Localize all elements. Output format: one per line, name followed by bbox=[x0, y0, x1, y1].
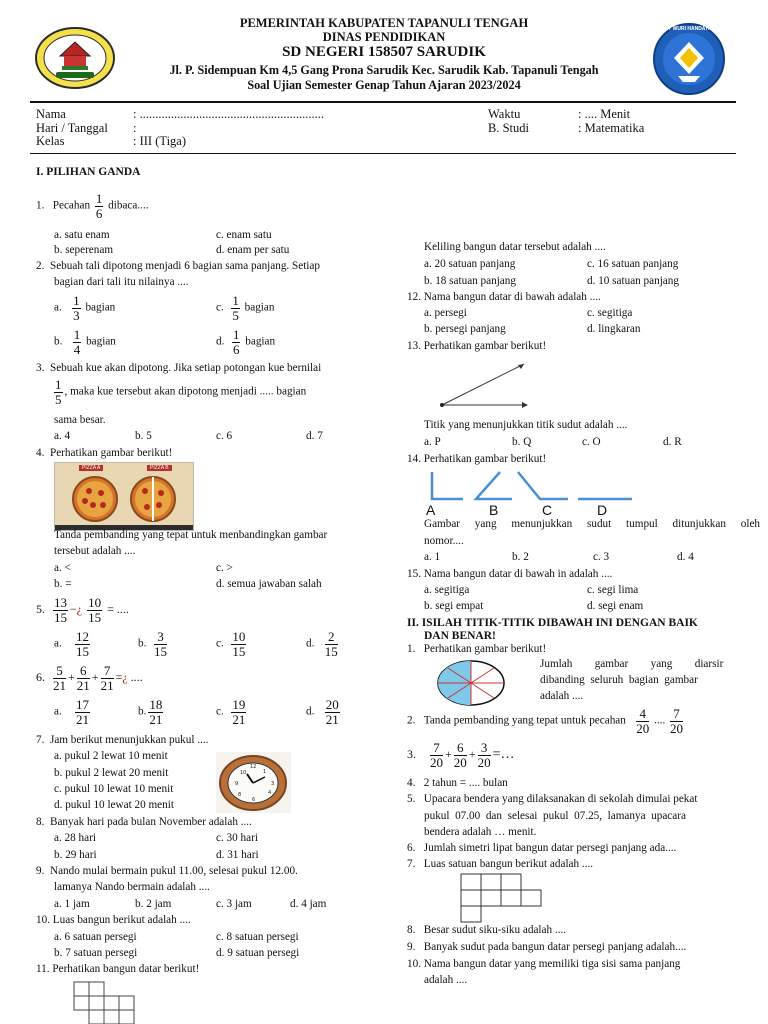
question-5: 5. $\frac{13}{15}$ −¿ $\frac{10}{15}$ = .... bbox=[36, 595, 129, 625]
essay-9: 9. Banyak sudut pada bangun datar persegi panjang adalah.... bbox=[407, 941, 687, 953]
q2-option-c: c. $\frac{1}{5}$ bagian bbox=[216, 293, 275, 323]
q14-option-c: c. 3 bbox=[593, 551, 610, 563]
q5-option-a: a. $\frac{12}{15}$ bbox=[54, 629, 89, 659]
question-3-cont: $\frac{1}{5}$ , maka kue tersebut akan dipotong menjadi ..... bagian bbox=[55, 377, 307, 407]
q10-option-d: d. 9 satuan persegi bbox=[216, 947, 300, 959]
shaded-circle-icon bbox=[436, 659, 506, 707]
question-11: 11. Perhatikan bangun datar berikut! bbox=[36, 963, 200, 975]
header-line-2: DINAS PENDIDIKAN bbox=[322, 30, 446, 44]
q8-option-c: c. 30 hari bbox=[216, 832, 258, 844]
q5-option-d: d. $\frac{2}{15}$ bbox=[306, 629, 338, 659]
q9-option-d: d. 4 jam bbox=[290, 898, 327, 910]
essay-5-cont2: bendera adalah … menit. bbox=[424, 826, 537, 838]
essay-1-text-2: dibanding seluruh bagian gambar bbox=[540, 674, 698, 686]
section-1-title: I. PILIHAN GANDA bbox=[36, 166, 141, 178]
question-4: 4. Perhatikan gambar berikut! bbox=[36, 447, 173, 459]
question-1: 1. Pecahan $\frac{1}{6}$ dibaca.... bbox=[36, 191, 149, 221]
q2-option-d: d. $\frac{1}{6}$ bagian bbox=[216, 327, 276, 357]
q7-option-d: d. pukul 10 lewat 20 menit bbox=[54, 799, 174, 811]
q8-option-b: b. 29 hari bbox=[54, 849, 97, 861]
waktu-value: : .... Menit bbox=[578, 107, 631, 121]
nama-value: : ........................................................... bbox=[133, 107, 324, 121]
kelas-label: Kelas bbox=[36, 134, 65, 148]
q1-option-b: b. seperenam bbox=[54, 244, 114, 256]
question-15: 15. Nama bangun datar di bawah in adalah .... bbox=[407, 568, 613, 580]
q12-option-d: d. lingkaran bbox=[587, 323, 641, 335]
question-14-cont: Gambar yang menunjukkan sudut tumpul ditunjukkan oleh bbox=[424, 518, 760, 530]
hari-value: : bbox=[133, 121, 137, 135]
clock-icon bbox=[216, 752, 291, 813]
essay-10: 10. Nama bangun datar yang memiliki tiga sisi sama panjang bbox=[407, 958, 681, 970]
question-11-cont: Keliling bangun datar tersebut adalah .... bbox=[424, 241, 606, 253]
q7-option-b: b. pukul 2 lewat 20 menit bbox=[54, 767, 169, 779]
essay-3: 3. $\frac{7}{20}$ + $\frac{6}{20}$ + $\frac{3}{20}$ =… bbox=[407, 740, 515, 770]
question-7: 7. Jam berikut menunjukkan pukul .... bbox=[36, 734, 209, 746]
section-2-title: II. ISILAH TITIK-TITIK DIBAWAH INI DENGAN BAIK bbox=[407, 617, 698, 629]
question-6: 6. $\frac{5}{21}$ + $\frac{6}{21}$ + $\frac{7}{21}$ =¿ .... bbox=[36, 663, 143, 693]
q5-option-c: c. $\frac{10}{15}$ bbox=[216, 629, 246, 659]
q12-option-a: a. persegi bbox=[424, 307, 467, 319]
q15-option-c: c. segi lima bbox=[587, 584, 639, 596]
q1-option-c: c. enam satu bbox=[216, 229, 272, 241]
essay-10-cont: adalah .... bbox=[424, 974, 468, 986]
q10-option-a: a. 6 satuan persegi bbox=[54, 931, 137, 943]
essay-7: 7. Luas satuan bangun berikut adalah .... bbox=[407, 858, 594, 870]
q10-option-b: b. 7 satuan persegi bbox=[54, 947, 138, 959]
q7-option-c: c. pukul 10 lewat 10 menit bbox=[54, 783, 174, 795]
question-3-cont2: sama besar. bbox=[54, 414, 106, 426]
question-9: 9. Nando mulai bermain pukul 11.00, selesai pukul 12.00. bbox=[36, 865, 298, 877]
q11-option-d: d. 10 satuan panjang bbox=[587, 275, 679, 287]
angle-diagram-icon bbox=[436, 360, 532, 410]
q5-option-b: b. $\frac{3}{15}$ bbox=[138, 629, 167, 659]
q12-option-c: c. segitiga bbox=[587, 307, 633, 319]
studi-label: B. Studi bbox=[488, 121, 529, 135]
question-13-cont: Titik yang menunjukkan titik sudut adalah .... bbox=[424, 419, 628, 431]
q13-option-a: a. P bbox=[424, 436, 441, 448]
header-divider bbox=[30, 101, 736, 103]
question-14: 14. Perhatikan gambar berikut! bbox=[407, 453, 547, 465]
section-2-title-cont: DAN BENAR! bbox=[424, 630, 496, 642]
angle-label-d: D bbox=[597, 502, 608, 518]
fraction: $\frac{1}{6}$ bbox=[95, 191, 103, 221]
essay-5: 5. Upacara bendera yang dilaksanakan di sekolah dimulai pekat bbox=[407, 793, 698, 805]
q3-option-c: c. 6 bbox=[216, 430, 233, 442]
pizza-b-label: PIZZA B bbox=[147, 465, 172, 471]
essay-8: 8. Besar sudut siku-siku adalah .... bbox=[407, 924, 567, 936]
q15-option-a: a. segitiga bbox=[424, 584, 470, 596]
q3-option-a: a. 4 bbox=[54, 430, 71, 442]
question-12: 12. Nama bangun datar di bawah adalah .... bbox=[407, 291, 601, 303]
q9-option-a: a. 1 jam bbox=[54, 898, 90, 910]
essay-1: 1. Perhatikan gambar berikut! bbox=[407, 643, 547, 655]
q13-option-d: d. R bbox=[663, 436, 682, 448]
q11-option-a: a. 20 satuan panjang bbox=[424, 258, 516, 270]
q6-option-b: b. $\frac{18}{21}$ bbox=[138, 697, 163, 727]
q11-option-c: c. 16 satuan panjang bbox=[587, 258, 679, 270]
q4-option-c: c. > bbox=[216, 562, 233, 574]
pizza-image bbox=[54, 462, 194, 531]
essay-2: 2. Tanda pembanding yang tepat untuk pecahan $\frac{4}{20}$ .... $\frac{7}{20}$ bbox=[407, 706, 684, 736]
q14-option-b: b. 2 bbox=[512, 551, 529, 563]
right-logo-text: TUT WURI HANDAYANI bbox=[661, 26, 717, 32]
essay-1-text-3: adalah .... bbox=[540, 690, 584, 702]
question-14-cont2: nomor.... bbox=[424, 535, 464, 547]
header-line-4: Jl. P. Sidempuan Km 4,5 Gang Prona Sarudik Kec. Sarudik Kab. Tapanuli Tengah bbox=[169, 63, 599, 77]
pizza-icon bbox=[55, 463, 193, 530]
question-4-cont2: tersebut adalah .... bbox=[54, 545, 136, 557]
q4-option-a: a. < bbox=[54, 562, 71, 574]
question-8: 8. Banyak hari pada bulan November adalah .... bbox=[36, 816, 252, 828]
identity-divider bbox=[30, 153, 736, 154]
q6-option-a: a. $\frac{17}{21}$ bbox=[54, 697, 89, 727]
svg-text:10: 10 bbox=[240, 770, 247, 776]
angles-abcd-icon bbox=[428, 470, 638, 502]
waktu-label: Waktu bbox=[488, 107, 521, 121]
hari-label: Hari / Tanggal bbox=[36, 121, 108, 135]
nama-label: Nama bbox=[36, 107, 66, 121]
svg-text:9: 9 bbox=[235, 781, 239, 787]
q12-option-b: b. persegi panjang bbox=[424, 323, 506, 335]
q13-option-c: c. O bbox=[582, 436, 601, 448]
q15-option-b: b. segi empat bbox=[424, 600, 484, 612]
q14-option-a: a. 1 bbox=[424, 551, 441, 563]
header-line-5: Soal Ujian Semester Genap Tahun Ajaran 2023/2024 bbox=[247, 78, 521, 92]
essay-1-text-1: Jumlah gambar yang diarsir bbox=[540, 658, 724, 670]
q13-option-b: b. Q bbox=[512, 436, 532, 448]
q1-option-a: a. satu enam bbox=[54, 229, 110, 241]
question-2-cont: bagian dari tali itu nilainya .... bbox=[54, 276, 189, 288]
q2-option-b: b. $\frac{1}{4}$ bagian bbox=[54, 327, 116, 357]
essay-5-cont: pukul 07.00 dan selesai pukul 07.25, lamanya upacara bbox=[424, 810, 686, 822]
svg-text:3: 3 bbox=[271, 781, 275, 787]
angle-label-b: B bbox=[489, 502, 499, 518]
header-line-1: PEMERINTAH KABUPATEN TAPANULI TENGAH bbox=[239, 16, 529, 30]
q10-option-c: c. 8 satuan persegi bbox=[216, 931, 299, 943]
svg-text:4: 4 bbox=[268, 790, 272, 796]
q9-option-c: c. 3 jam bbox=[216, 898, 252, 910]
q7-option-a: a. pukul 2 lewat 10 menit bbox=[54, 750, 168, 762]
question-3: 3. Sebuah kue akan dipotong. Jika setiap potongan kue bernilai bbox=[36, 362, 322, 374]
pizza-a-label: PIZZA A bbox=[79, 465, 103, 471]
clock-image bbox=[216, 752, 291, 813]
header-line-3: SD NEGERI 158507 SARUDIK bbox=[282, 44, 486, 60]
q8-option-a: a. 28 hari bbox=[54, 832, 96, 844]
q3-option-b: b. 5 bbox=[135, 430, 152, 442]
q14-option-d: d. 4 bbox=[677, 551, 694, 563]
q1-option-d: d. enam per satu bbox=[216, 244, 290, 256]
q4-option-d: d. semua jawaban salah bbox=[216, 578, 322, 590]
question-2: 2. Sebuah tali dipotong menjadi 6 bagian sama panjang. Setiap bbox=[36, 260, 320, 272]
q9-option-b: b. 2 jam bbox=[135, 898, 172, 910]
q11-option-b: b. 18 satuan panjang bbox=[424, 275, 516, 287]
area-grid-icon bbox=[461, 874, 545, 926]
svg-text:6: 6 bbox=[252, 797, 256, 803]
essay-4: 4. 2 tahun = .... bulan bbox=[407, 777, 508, 789]
essay-6: 6. Jumlah simetri lipat bangun datar persegi panjang ada.... bbox=[407, 842, 677, 854]
svg-text:1: 1 bbox=[263, 769, 267, 775]
q4-option-b: b. = bbox=[54, 578, 72, 590]
svg-text:8: 8 bbox=[238, 792, 242, 798]
studi-value: : Matematika bbox=[578, 121, 645, 135]
q15-option-d: d. segi enam bbox=[587, 600, 644, 612]
grid-shape-icon bbox=[74, 982, 140, 1024]
q2-option-a: a. $\frac{1}{3}$ bagian bbox=[54, 293, 116, 323]
question-4-cont: Tanda pembanding yang tepat untuk menbandingkan gambar bbox=[54, 529, 328, 541]
question-13: 13. Perhatikan gambar berikut! bbox=[407, 340, 547, 352]
q8-option-d: d. 31 hari bbox=[216, 849, 259, 861]
angle-label-c: C bbox=[542, 502, 553, 518]
question-9-cont: lamanya Nando bermain adalah .... bbox=[54, 881, 210, 893]
q6-option-c: c. $\frac{19}{21}$ bbox=[216, 697, 246, 727]
svg-text:12: 12 bbox=[250, 764, 257, 770]
q3-option-d: d. 7 bbox=[306, 430, 323, 442]
q6-option-d: d. $\frac{20}{21}$ bbox=[306, 697, 339, 727]
kelas-value: : III (Tiga) bbox=[133, 134, 187, 148]
question-10: 10. Luas bangun berikut adalah .... bbox=[36, 914, 191, 926]
angle-label-a: A bbox=[426, 502, 436, 518]
